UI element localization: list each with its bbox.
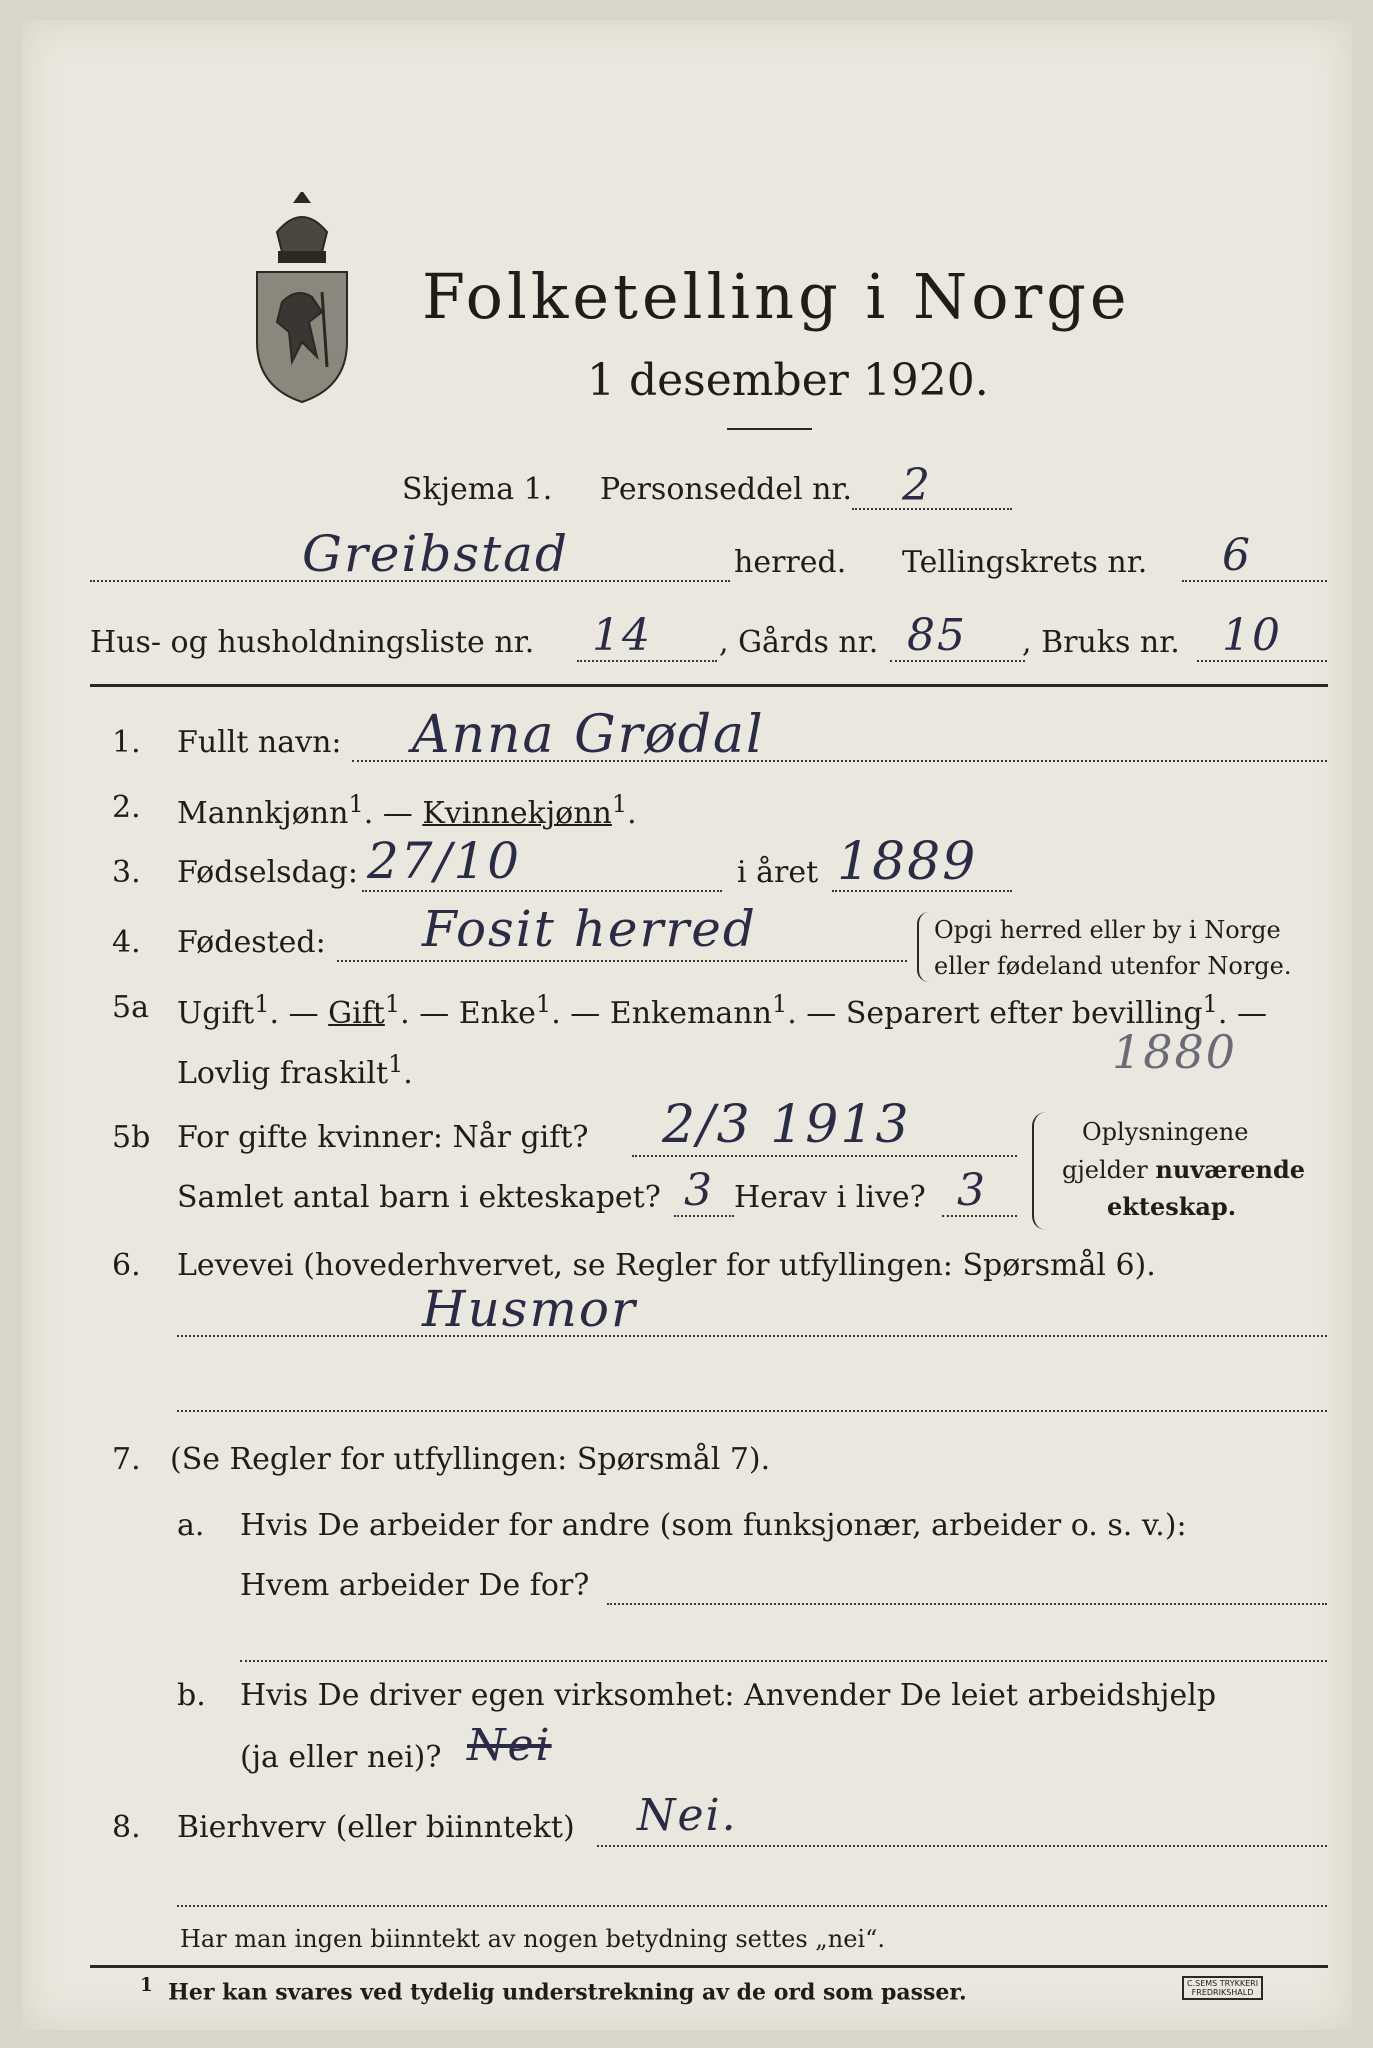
q3-year-label: i året [737,855,819,890]
bruks-label: , Bruks nr. [1022,625,1180,660]
q7b-letter: b. [177,1678,206,1713]
q5b-value-2: 3 [684,1165,714,1216]
q5a-options-2: Lovlig fraskilt$^1$. [177,1050,413,1091]
q7a-line-2 [240,1660,1327,1662]
footer-note: Har man ingen biinntekt av nogen betydning settes „nei“. [180,1925,885,1953]
q7a-line-1 [607,1603,1327,1605]
herred-value: Greibstad [302,525,569,583]
q8-line [597,1845,1327,1847]
q6-label: Levevei (hovederhvervet, se Regler for utfyllingen: Spørsmål 6). [177,1248,1156,1283]
q3-number: 3. [112,855,141,890]
q2-options: Mannkjønn$^1$. — Kvinnekjønn$^1$. [177,790,637,831]
q4-value: Fosit herred [422,900,757,958]
q3-label: Fødselsdag: [177,855,358,890]
q5b-label-2: Samlet antal barn i ekteskapet? [177,1180,661,1215]
tellingskrets-value: 6 [1222,530,1252,581]
gards-label: , Gårds nr. [719,625,879,660]
q5b-value-1: 2/3 1913 [662,1095,911,1155]
q5b-note-2: gjelder nuværende [1062,1155,1306,1184]
schema-label: Skjema 1. [402,472,553,507]
q3-value: 27/10 [367,832,522,890]
q5a-ugift[interactable]: Ugift [177,996,255,1031]
q5b-label-3: Herav i live? [734,1180,926,1215]
q6-line-2 [177,1410,1327,1412]
q2-female[interactable]: Kvinnekjønn [422,796,612,831]
q7-number: 7. [112,1442,141,1477]
q4-note-1: Opgi herred eller by i Norge [934,916,1281,944]
title-divider [727,428,812,430]
header-divider [90,684,1328,687]
q6-value: Husmor [422,1280,637,1338]
q7b-value: Nei [467,1720,552,1771]
gards-value: 85 [907,610,967,661]
tellingskrets-label: Tellingskrets nr. [902,545,1148,580]
printer-stamp: C.SEMS TRYKKERI FREDRIKSHALD [1182,1976,1263,2000]
q8-value: Nei. [637,1790,738,1841]
q1-number: 1. [112,725,141,760]
bruks-value: 10 [1222,610,1282,661]
tellingskrets-line [1182,580,1327,582]
norwegian-coat-of-arms-icon [247,192,357,412]
q1-value: Anna Grødal [412,705,765,765]
q5b-note-1: Oplysningene [1082,1118,1249,1146]
q4-label: Fødested: [177,925,326,960]
q7b-label-2: (ja eller nei)? [240,1740,442,1775]
q3-line [362,890,722,892]
q5a-enke[interactable]: Enke [458,996,536,1031]
q4-number: 4. [112,925,141,960]
q4-line [337,960,907,962]
q6-line [177,1335,1327,1337]
q5b-number: 5b [112,1120,151,1155]
personseddel-label: Personseddel nr. [600,472,853,507]
q5a-gift[interactable]: Gift [328,996,385,1031]
personseddel-line [852,508,1012,510]
q2-number: 2. [112,790,141,825]
form-title: Folketelling i Norge [422,260,1131,333]
q5b-label-1: For gifte kvinner: Når gift? [177,1120,589,1155]
q3-year-value: 1889 [837,832,978,892]
q8-line-2 [177,1905,1327,1907]
q7-label: (Se Regler for utfyllingen: Spørsmål 7). [170,1442,771,1477]
q5b-value-3: 3 [957,1165,987,1216]
q6-number: 6. [112,1248,141,1283]
q5a-annotation: 1880 [1112,1025,1238,1079]
q4-brace [917,912,929,982]
footnote: $^1$ Her kan svares ved tydelig understrekning av de ord som passer. [140,1975,967,2006]
q5a-fraskilt[interactable]: Lovlig fraskilt [177,1056,389,1091]
q7a-label-1: Hvis De arbeider for andre (som funksjonær, arbeider o. s. v.): [240,1508,1187,1543]
footer-divider [90,1965,1328,1968]
q8-label: Bierhverv (eller biinntekt) [177,1810,575,1845]
q5a-enkemann[interactable]: Enkemann [609,996,772,1031]
q4-note-2: eller fødeland utenfor Norge. [934,952,1292,980]
q5b-line-1 [632,1155,1017,1157]
q5a-number: 5a [112,990,149,1025]
q7a-letter: a. [177,1508,205,1543]
q5a-options: Ugift$^1$. — Gift$^1$. — Enke$^1$. — Enkemann$^1$. — Separert efter bevilling$^1$. — [177,990,1267,1031]
q7b-label-1: Hvis De driver egen virksomhet: Anvender De leiet arbeidshjelp [240,1678,1217,1713]
q1-label: Fullt navn: [177,725,342,760]
q5b-note-3: ekteskap. [1107,1192,1237,1221]
q5a-separert[interactable]: Separert efter bevilling [845,996,1203,1031]
hus-label: Hus- og husholdningsliste nr. [90,625,535,660]
q2-male[interactable]: Mannkjønn [177,796,349,831]
q8-number: 8. [112,1810,141,1845]
personseddel-value: 2 [902,460,932,511]
q7a-label-2: Hvem arbeider De for? [240,1568,590,1603]
census-date: 1 desember 1920. [587,355,989,406]
census-form [22,20,1352,2030]
q5b-brace [1032,1112,1048,1230]
hus-value: 14 [592,610,652,661]
herred-label: herred. [734,545,847,580]
